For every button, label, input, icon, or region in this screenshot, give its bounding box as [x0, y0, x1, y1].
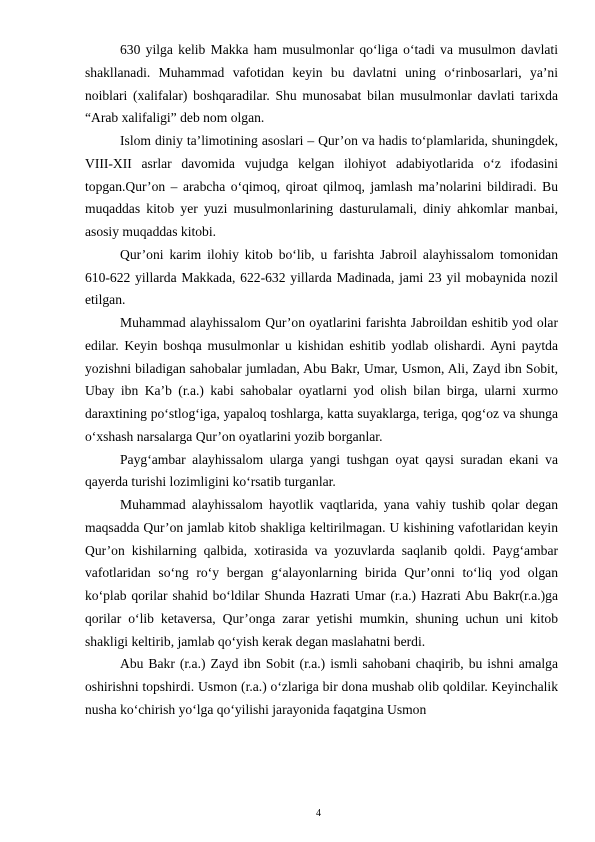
paragraph-7: Abu Bakr (r.a.) Zayd ibn Sobit (r.a.) ismli sahobani chaqirib, bu ishni amalga oshirishni topshirdi. Usmon (r.a.) o‘zlariga bir dona mushab olib qoldilar. Keyinchalik nusha ko‘chirish yo‘lga qo‘yilishi jarayonida faqatgina Usmon — [85, 656, 558, 717]
paragraph-3: Qur’oni karim ilohiy kitob bo‘lib, u farishta Jabroil alayhissalom tomonidan 610-622 yillarda Makkada, 622-632 yillarda Madinada, jami 23 yil mobaynida nozil etilgan. — [85, 246, 558, 308]
page-number: 4 — [316, 808, 321, 819]
paragraph-6: Muhammad alayhissalom hayotlik vaqtlarida, yana vahiy tushib qolar degan maqsadda Qur’on jamlab kitob shakliga keltirilmagan. U kishining vafotlaridan keyin Qur’on kishilarning qalbida, xotirasida va yozuvlarda saqlanib qoldi. Payg‘ambar vafotlaridan so‘ng ro‘y bergan g‘alayonlarning birida Qur’onni to‘liq yod olgan ko‘plab qorilar shahid bo‘ldilar Shunda Hazrati Umar (r.a.) Hazrati Abu Bakr(r.a.)ga qorilar o‘lib ketaversa, Qur’onga zarar yetishi mumkin, shuning uchun uni kitob shakligi keltirib, jamlab qo‘yish kerak degan maslahatni berdi. — [85, 497, 558, 649]
paragraph-2: Islom diniy ta’limotining asoslari – Qur’on va hadis to‘plamlarida, shuningdek, VIII-XII asrlar davomida vujudga kelgan ilohiyot adabiyotlarida o‘z ifodasini topgan.Qur’on – arabcha o‘qimoq, qiroat qilmoq, jamlash ma’nolarini bildiradi. Bu muqaddas kitob yer yuzi musulmonlarining dasturulamali, diniy ahkomlar manbai, asosiy muqaddas kitobi. — [85, 133, 558, 239]
paragraph-5: Payg‘ambar alayhissalom ularga yangi tushgan oyat qaysi suradan ekani va qayerda turishi lozimligini ko‘rsatib turganlar. — [85, 451, 558, 490]
paragraph-1: 630 yilga kelib Makka ham musulmonlar qo‘liga o‘tadi va musulmon davlati shakllanadi. Muhammad vafotidan keyin bu davlatni uning o‘rinbosarlari, ya’ni noiblari (xalifalar) boshqaradilar. Shu munosabat bilan musulmonlar davlati tarixda “Arab xalifaligi” deb nom olgan. — [85, 42, 558, 126]
paragraph-4: Muhammad alayhissalom Qur’on oyatlarini farishta Jabroildan eshitib yod olar edilar. Keyin boshqa musulmonlar u kishidan eshitib yodlab olishardi. Ayni paytda yozishni biladigan sahobalar jumladan, Abu Bakr, Umar, Usmon, Ali, Zayd ibn Sobit, Ubay ibn Ka’b (r.a.) kabi sahobalar oyatlarni yod olish bilan birga, ularni xurmo daraxtining po‘stlog‘iga, yapaloq toshlarga, katta suyaklarga, teriga, qog‘oz va shunga o‘xshash narsalarga Qur’on oyatlarini yozib borganlar. — [85, 315, 558, 444]
body-text — [85, 39, 558, 722]
